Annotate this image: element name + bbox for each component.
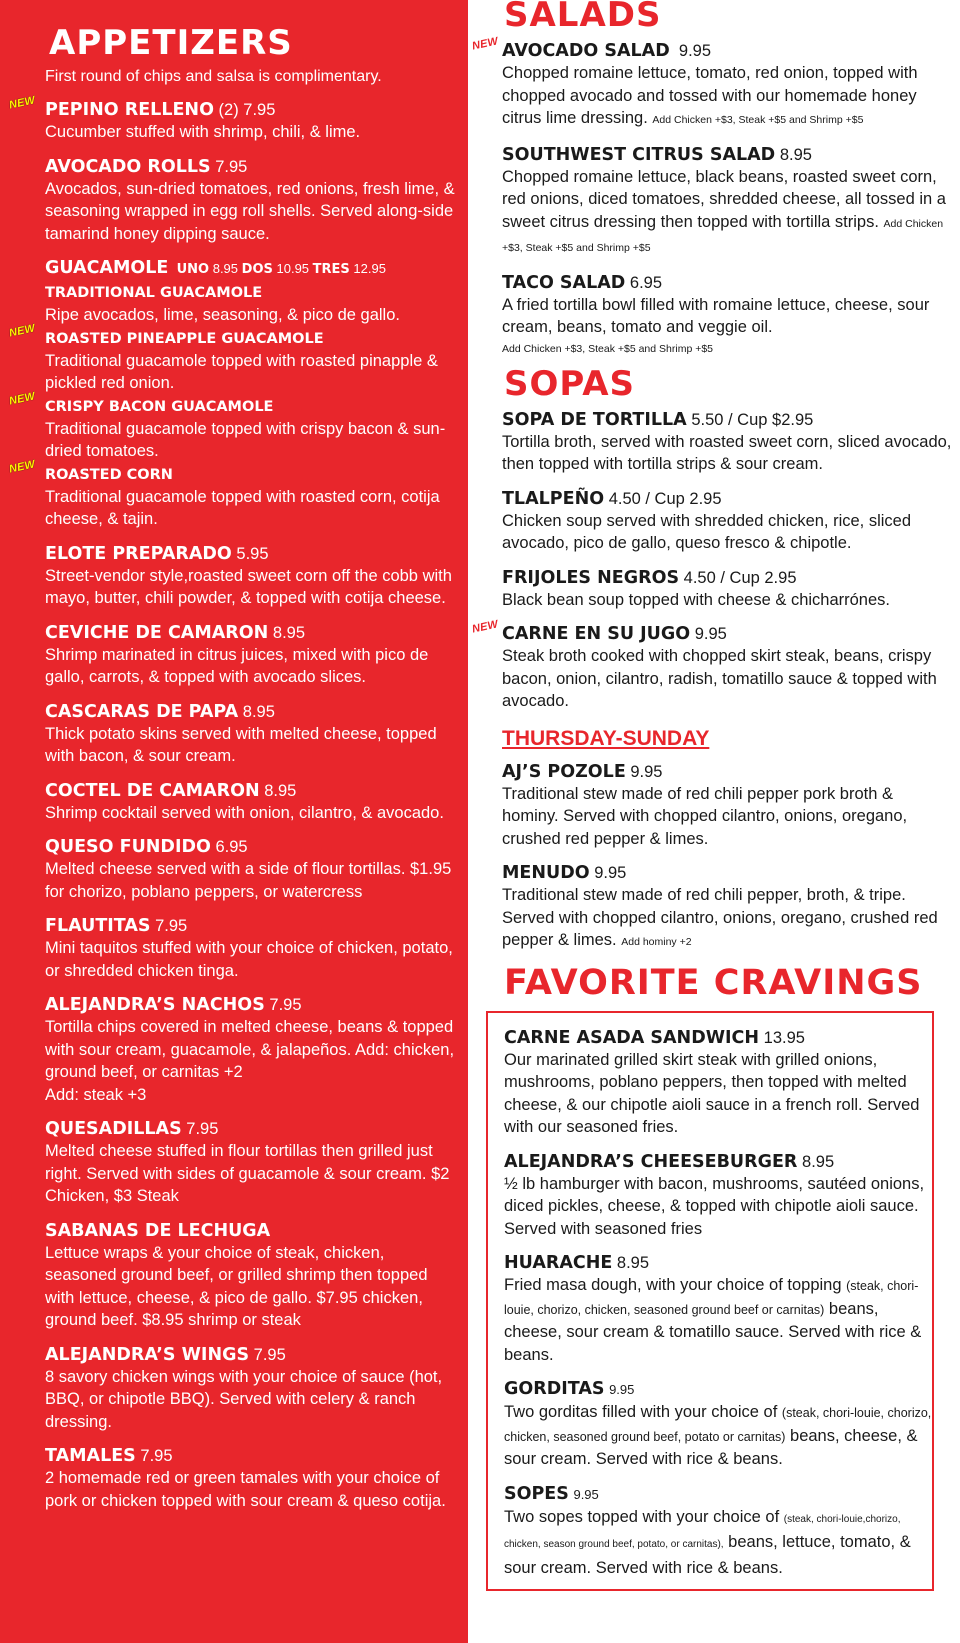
guacamole-group: [8, 257, 458, 531]
item-desc: Cucumber stuffed with shrimp, chili, & lime.: [45, 123, 361, 141]
item-desc: Tortilla chips covered in melted cheese, beans & topped with sour cream, guacamole, & jalapeños. Add: chicken, ground beef, or carnitas +2: [45, 1018, 455, 1081]
item-price: 8.95: [272, 623, 306, 642]
variety-name: TRADITIONAL GUACAMOLE: [45, 285, 263, 301]
variety-name: ROASTED CORN: [45, 466, 173, 483]
menu-item: [45, 1118, 458, 1208]
menu-item: [45, 836, 458, 903]
item-addon: Add Chicken +$3, Steak +$5 and Shrimp +$5: [502, 342, 714, 355]
menu-item: [45, 780, 458, 825]
item-price: 9.95: [573, 1486, 599, 1502]
item-name: SABANAS DE LECHUGA: [45, 1220, 271, 1241]
item-name: FRIJOLES NEGROS: [502, 567, 680, 588]
item-desc: A fried tortilla bowl filled with romaine lettuce, cheese, sour cream, beans, tomato and veggie oil.: [502, 295, 930, 336]
sopas-title: SOPAS: [504, 363, 635, 404]
variety-name: CRISPY BACON GUACAMOLE: [45, 398, 274, 415]
item-name: COCTEL DE CAMARON: [45, 780, 260, 801]
item-price: (2) 7.95: [218, 101, 276, 119]
appetizers-panel: [0, 0, 468, 1643]
item-desc-after: beans, lettuce, tomato, & sour cream. Served with rice & beans.: [504, 1533, 911, 1577]
item-desc: Chicken soup served with shredded chicken, rice, sliced avocado, pico de gallo, queso fresco & chipotle.: [502, 511, 912, 552]
item-desc: Traditional stew made of red chili pepper pork broth & hominy. Served with chopped cilantro, onions, oregano, crushed red pepper & limes.: [502, 784, 908, 848]
menu-item: [504, 1027, 932, 1139]
menu-item: [45, 156, 458, 246]
new-badge: NEW: [8, 321, 37, 340]
item-name: PEPINO RELLENO: [45, 100, 214, 120]
item-name: GUACAMOLE: [45, 258, 169, 278]
item-desc: Fried masa dough, with your choice of topping: [504, 1276, 842, 1294]
item-name: MENUDO: [502, 863, 590, 883]
item-price: 9.95: [630, 762, 663, 781]
item-name: TACO SALAD: [502, 272, 626, 293]
item-name: AJ’S POZOLE: [502, 761, 626, 782]
item-name: TAMALES: [45, 1446, 136, 1466]
item-desc: Black bean soup topped with cheese & chicharrónes.: [502, 590, 890, 609]
item-options: (steak, chori-louie, chorizo, chicken, seasoned ground beef, potato or carnitas): [504, 1406, 932, 1444]
item-name: QUESADILLAS: [45, 1119, 182, 1139]
item-name: FLAUTITAS: [45, 916, 151, 936]
menu-item: [45, 915, 458, 982]
item-options: (steak, chori-louie, chorizo, chicken, seasoned ground beef or carnitas): [504, 1279, 919, 1317]
item-desc: Chopped romaine lettuce, tomato, red onion, topped with chopped avocado and tossed with our homemade honey citrus lime dressing.: [502, 64, 918, 127]
right-column: [471, 0, 952, 1643]
item-name: SOPES: [504, 1483, 569, 1504]
item-price: 8.95: [264, 781, 297, 800]
variety-desc: Traditional guacamole topped with crispy bacon & sun-dried tomatoes.: [45, 419, 446, 460]
item-price: 9.95: [609, 1382, 635, 1397]
guacamole-variety: [8, 457, 458, 531]
menu-item: [45, 1445, 458, 1512]
menu-item: [502, 567, 952, 612]
thursday-sunday-title: THURSDAY-SUNDAY: [502, 726, 710, 750]
item-name: GORDITAS: [504, 1379, 605, 1399]
variety-desc: Traditional guacamole topped with roasted corn, cotija cheese, & tajin.: [45, 487, 440, 528]
item-desc: Two gorditas filled with your choice of: [504, 1403, 778, 1421]
item-desc-after: beans, cheese, sour cream & tomatillo sauce. Served with rice & beans.: [504, 1299, 922, 1364]
favorite-cravings-box: [486, 1011, 934, 1592]
menu-item: [45, 1220, 458, 1332]
new-badge: NEW: [8, 389, 37, 408]
menu-item: [504, 1252, 932, 1366]
guacamole-variety: [8, 321, 458, 395]
item-desc: Melted cheese stuffed in flour tortillas then grilled just right. Served with sides of guacamole & sour cream. $2 Chicken, $3 Steak: [45, 1142, 450, 1205]
item-name: QUESO FUNDIDO: [45, 837, 211, 857]
item-price: 4.50 / Cup 2.95: [608, 489, 722, 508]
favorite-cravings-title: FAVORITE CRAVINGS: [504, 962, 923, 1003]
item-desc: 2 homemade red or green tamales with your choice of pork or chicken topped with sour cream & queso cotija.: [45, 1469, 446, 1510]
menu-item: [45, 543, 458, 610]
menu-item: [504, 1378, 932, 1471]
item-name: HUARACHE: [504, 1253, 613, 1273]
item-price: 9.95: [594, 864, 627, 882]
size-label: UNO: [176, 262, 210, 277]
item-name: TLALPEÑO: [502, 488, 605, 509]
item-name: CARNE EN SU JUGO: [502, 624, 691, 644]
item-desc: Shrimp cocktail served with onion, cilantro, & avocado.: [45, 803, 444, 822]
size-price: 8.95: [212, 261, 239, 276]
item-name: CEVICHE DE CAMARON: [45, 622, 269, 643]
menu-item: [45, 701, 458, 768]
menu-item: [45, 622, 458, 689]
item-name: CASCARAS DE PAPA: [45, 701, 239, 722]
item-price: 4.50 / Cup 2.95: [683, 568, 797, 587]
menu-item: [471, 618, 952, 713]
new-badge: NEW: [8, 457, 37, 476]
item-addon: Add Chicken +$3, Steak +$5 and Shrimp +$5: [502, 217, 944, 254]
salads-title: SALADS: [504, 0, 662, 35]
chips-note: First round of chips and salsa is complimentary.: [45, 68, 382, 85]
size-price: 10.95: [276, 261, 310, 276]
menu-item: [45, 1344, 458, 1434]
item-price: 7.95: [269, 996, 302, 1014]
menu-item: [502, 272, 952, 355]
item-price: 7.95: [186, 1120, 219, 1138]
item-price: 5.50 / Cup $2.95: [691, 410, 814, 429]
item-desc: Lettuce wraps & your choice of steak, chicken, seasoned ground beef, or grilled shrimp then topped with lettuce, cheese, & pico de gallo. $7.95 chicken, ground beef. $8.95 shrimp or steak: [45, 1243, 428, 1329]
item-price: 8.95: [242, 702, 275, 721]
new-badge: NEW: [471, 618, 500, 636]
item-price: 9.95: [694, 625, 727, 643]
item-desc: 8 savory chicken wings with your choice of sauce (hot, BBQ, or chipotle BBQ). Served with celery & ranch dressing.: [45, 1367, 443, 1431]
item-desc: ½ lb hamburger with bacon, mushrooms, sautéed onions, diced pickles, cheese, & topped with chipotle aioli sauce. Served with seasoned fries: [504, 1174, 925, 1238]
menu-item: [502, 409, 952, 476]
menu-item: [8, 94, 458, 144]
item-price: 6.95: [215, 838, 248, 856]
item-price: 5.95: [236, 544, 269, 563]
item-addon: Add Chicken +$3, Steak +$5 and Shrimp +$5: [652, 114, 864, 126]
menu-item: [504, 1483, 932, 1580]
item-name: AVOCADO ROLLS: [45, 156, 211, 177]
item-price: 7.95: [155, 917, 188, 935]
item-desc: Street-vendor style,roasted sweet corn off the cobb with mayo, butter, chili powder, & topped with cotija cheese.: [45, 566, 452, 607]
item-name: ALEJANDRA’S NACHOS: [45, 995, 265, 1015]
item-price: 8.95: [616, 1254, 650, 1272]
size-label: DOS: [241, 262, 273, 277]
item-desc-extra: Add: steak +3: [45, 1085, 147, 1104]
item-name: ALEJANDRA’S WINGS: [45, 1344, 250, 1365]
variety-desc: Ripe avocados, lime, seasoning, & pico de gallo.: [45, 306, 400, 324]
variety-desc: Traditional guacamole topped with roasted pinapple & pickled red onion.: [45, 351, 438, 392]
item-desc: Tortilla broth, served with roasted sweet corn, sliced avocado, then topped with tortilla strips & sour cream.: [502, 432, 952, 473]
item-desc-after: beans, cheese, & sour cream. Served with rice & beans.: [504, 1426, 918, 1468]
guacamole-variety: [45, 281, 458, 327]
item-name: ALEJANDRA’S CHEESEBURGER: [504, 1151, 798, 1172]
item-desc: Mini taquitos stuffed with your choice of chicken, potato, or shredded chicken tinga.: [45, 939, 453, 980]
item-price: 7.95: [140, 1447, 173, 1465]
size-price: 12.95: [353, 261, 386, 276]
item-price: 9.95: [678, 42, 712, 60]
item-options: (steak, chori-louie,chorizo, chicken, season ground beef, potato, or carnitas),: [504, 1513, 901, 1550]
item-desc: Thick potato skins served with melted cheese, topped with bacon, & sour cream.: [45, 724, 437, 765]
item-price: 6.95: [629, 273, 663, 292]
item-addon: Add hominy +2: [621, 936, 692, 948]
menu-item: [471, 35, 952, 132]
item-name: SOUTHWEST CITRUS SALAD: [502, 144, 776, 165]
item-desc: Steak broth cooked with chopped skirt steak, beans, crispy bacon, onion, cilantro, radish, tomatillo sauce & topped with avocado.: [502, 647, 937, 710]
menu-item: [45, 994, 458, 1106]
item-desc: Traditional stew made of red chili pepper, broth, & tripe. Served with chopped cilantro, onions, oregano, crushed red pepper & limes.: [502, 886, 938, 949]
item-desc: Avocados, sun-dried tomatoes, red onions, fresh lime, & seasoning wrapped in egg roll shells. Served along-side tamarind honey dipping sauce.: [45, 179, 455, 243]
item-price: 7.95: [253, 1345, 286, 1364]
guacamole-sizes: [173, 261, 386, 276]
menu-item: [502, 488, 952, 555]
item-name: SOPA DE TORTILLA: [502, 409, 687, 430]
menu-item: [502, 862, 952, 954]
item-price: 8.95: [779, 145, 812, 164]
size-label: TRES: [312, 262, 350, 277]
item-desc: Our marinated grilled skirt steak with grilled onions, mushrooms, poblano peppers, then topped with melted cheese, & our chipotle aioli sauce in a french roll. Served with our seasoned fries.: [504, 1050, 920, 1136]
item-name: ELOTE PREPARADO: [45, 543, 232, 564]
item-price: 8.95: [802, 1152, 835, 1171]
variety-name: ROASTED PINEAPPLE GUACAMOLE: [45, 330, 324, 347]
guacamole-variety: [8, 389, 458, 463]
item-price: 7.95: [215, 157, 248, 176]
item-name: AVOCADO SALAD: [502, 41, 670, 61]
new-badge: NEW: [471, 35, 500, 53]
menu-item: [502, 144, 952, 260]
item-desc: Shrimp marinated in citrus juices, mixed with pico de gallo, carrots, & topped with avocado slices.: [45, 645, 429, 686]
item-price: 13.95: [763, 1028, 805, 1047]
item-name: CARNE ASADA SANDWICH: [504, 1027, 760, 1048]
item-desc: Two sopes topped with your choice of: [504, 1507, 780, 1526]
menu-item: [502, 761, 952, 851]
item-desc: Melted cheese served with a side of flour tortillas. $1.95 for chorizo, poblano peppers, or watercress: [45, 860, 452, 901]
appetizers-title: APPETIZERS: [49, 23, 293, 63]
new-badge: NEW: [8, 94, 37, 112]
item-desc: Chopped romaine lettuce, black beans, roasted sweet corn, red onions, diced tomatoes, shredded cheese, all tossed in a sweet citrus dressing then topped with tortilla strips.: [502, 167, 946, 231]
menu-item: [504, 1151, 932, 1241]
